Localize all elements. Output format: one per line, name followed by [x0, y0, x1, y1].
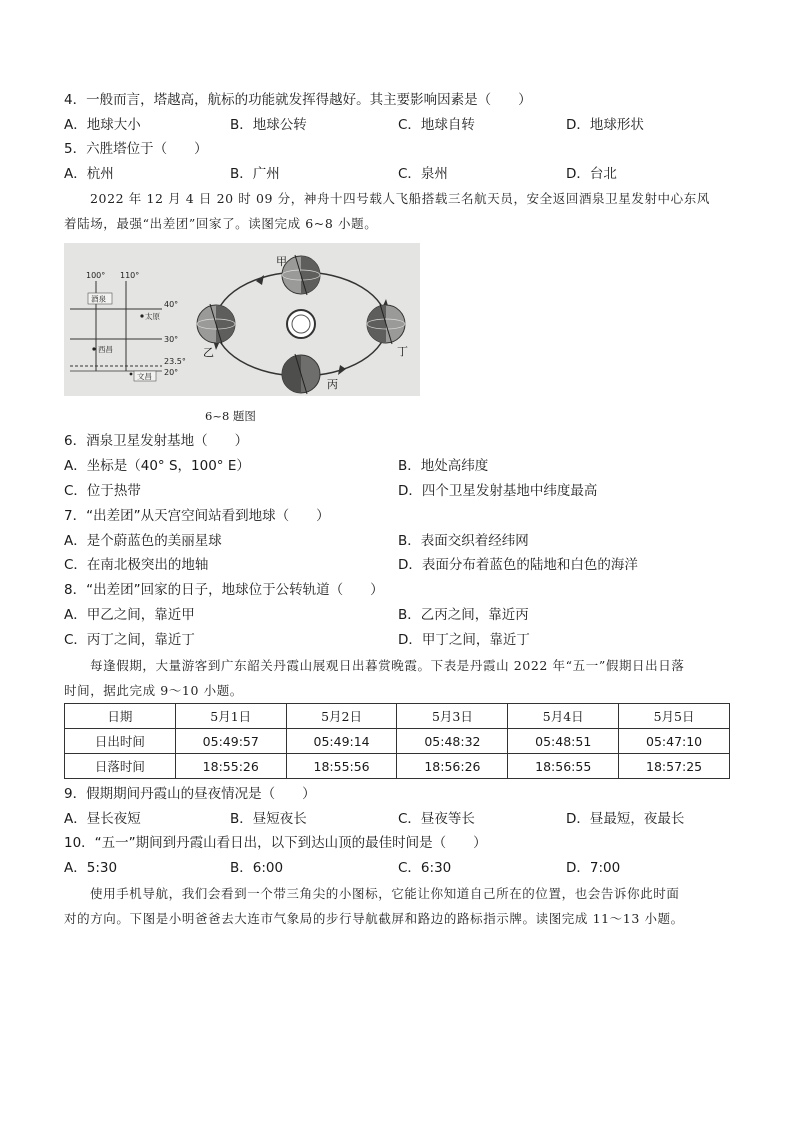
table-cell: 05:49:57	[175, 729, 286, 754]
q9-option-a[interactable]: A．昼长夜短	[64, 811, 141, 827]
passage3-line1: 使用手机导航，我们会看到一个带三角尖的小图标，它能让你知道自己所在的位置，也会告诉你此时面	[90, 886, 680, 901]
q6-option-a[interactable]: A．坐标是（40° S，100° E）	[64, 458, 250, 474]
q9-option-b[interactable]: B．昼短夜长	[230, 811, 307, 827]
q7-option-d[interactable]: D．表面分布着蓝色的陆地和白色的海洋	[398, 557, 638, 573]
orbit-diagram	[197, 255, 408, 394]
lat-label-23-5: 23.5°	[164, 357, 186, 366]
figure-caption: 6~8 题图	[205, 409, 256, 423]
q10-option-a[interactable]: A．5:30	[64, 860, 118, 876]
table-cell: 18:56:26	[397, 754, 508, 779]
orbit-label-yi: 乙	[203, 346, 214, 359]
table-row	[65, 754, 730, 779]
q7-option-c[interactable]: C．在南北极突出的地轴	[64, 557, 209, 573]
table-header-cell: 5月3日	[397, 704, 508, 729]
table-header-cell: 5月5日	[619, 704, 730, 729]
table-row	[65, 729, 730, 754]
lon-label-100: 100°	[86, 271, 106, 280]
table-cell: 18:57:25	[619, 754, 730, 779]
table-cell: 05:48:32	[397, 729, 508, 754]
q4-option-b[interactable]: B．地球公转	[230, 117, 307, 133]
table-cell: 05:47:10	[619, 729, 730, 754]
table-header-cell: 5月4日	[508, 704, 619, 729]
q5-option-b[interactable]: B．广州	[230, 166, 280, 182]
figure-6-8	[64, 243, 420, 396]
place-wenchang: 文昌	[137, 372, 152, 381]
lat-label-30: 30°	[164, 335, 179, 344]
q4-option-d[interactable]: D．地球形状	[566, 117, 644, 133]
q8-stem: 8．“出差团”回家的日子，地球位于公转轨道（ ）	[64, 582, 384, 598]
q9-stem: 9．假期期间丹霞山的昼夜情况是（ ）	[64, 786, 316, 802]
earth-bing	[282, 354, 320, 394]
passage1-line1: 2022 年 12 月 4 日 20 时 09 分，神舟十四号载人飞船搭载三名航天员，安全返回酒泉卫星发射中心东风	[90, 191, 710, 206]
earth-yi	[197, 304, 235, 344]
q8-option-a[interactable]: A．甲乙之间，靠近甲	[64, 607, 195, 623]
q8-option-d[interactable]: D．甲丁之间，靠近丁	[398, 632, 530, 648]
q6-option-b[interactable]: B．地处高纬度	[398, 458, 489, 474]
earth-ding	[367, 304, 405, 344]
lon-label-110: 110°	[120, 271, 140, 280]
table-cell: 05:48:51	[508, 729, 619, 754]
q6-stem: 6．酒泉卫星发射基地（ ）	[64, 433, 249, 449]
place-xichang: 西昌	[98, 345, 113, 354]
latitude-map	[70, 271, 186, 381]
q10-option-b[interactable]: B．6:00	[230, 860, 284, 876]
table-cell: 05:49:14	[286, 729, 397, 754]
q7-option-a[interactable]: A．是个蔚蓝色的美丽星球	[64, 533, 222, 549]
passage2-line2: 时间，据此完成 9～10 小题。	[64, 683, 243, 698]
orbit-label-bing: 丙	[327, 378, 338, 391]
q9-option-c[interactable]: C．昼夜等长	[398, 811, 475, 827]
q5-option-a[interactable]: A．杭州	[64, 166, 114, 182]
place-jiuquan: 酒泉	[91, 294, 106, 304]
q5-option-c[interactable]: C．泉州	[398, 166, 448, 182]
q5-stem: 5．六胜塔位于（ ）	[64, 141, 208, 157]
q6-option-d[interactable]: D．四个卫星发射基地中纬度最高	[398, 483, 598, 499]
table-header-cell: 5月2日	[286, 704, 397, 729]
q9-option-d[interactable]: D．昼最短，夜最长	[566, 811, 685, 827]
passage3-line2: 对的方向。下图是小明爸爸去大连市气象局的步行导航截屏和路边的路标指示牌。读图完成 11～13 小题。	[64, 911, 684, 926]
table-cell: 18:55:26	[175, 754, 286, 779]
table-header-cell: 日期	[65, 704, 176, 729]
table-cell: 18:56:55	[508, 754, 619, 779]
table-header-row	[65, 704, 730, 729]
figure-svg	[64, 243, 420, 396]
q10-option-c[interactable]: C．6:30	[398, 860, 452, 876]
lat-label-40: 40°	[164, 300, 179, 309]
sunrise-sunset-table	[64, 703, 730, 779]
q5-option-d[interactable]: D．台北	[566, 166, 617, 182]
q4-stem: 4．一般而言，塔越高，航标的功能就发挥得越好。其主要影响因素是（ ）	[64, 92, 532, 108]
q6-option-c[interactable]: C．位于热带	[64, 483, 141, 499]
table-header-cell: 5月1日	[175, 704, 286, 729]
q7-option-b[interactable]: B．表面交织着经纬网	[398, 533, 529, 549]
q10-option-d[interactable]: D．7:00	[566, 860, 621, 876]
table-cell: 日出时间	[65, 729, 176, 754]
table-cell: 日落时间	[65, 754, 176, 779]
table-cell: 18:55:56	[286, 754, 397, 779]
place-taiyuan: 太原	[145, 312, 160, 321]
orbit-label-jia: 甲	[276, 255, 287, 268]
q8-option-c[interactable]: C．丙丁之间，靠近丁	[64, 632, 195, 648]
q10-stem: 10．“五一”期间到丹霞山看日出，以下到达山顶的最佳时间是（ ）	[64, 835, 487, 851]
passage1-line2: 着陆场，最强“出差团”回家了。读图完成 6~8 小题。	[64, 216, 378, 231]
q4-option-c[interactable]: C．地球自转	[398, 117, 475, 133]
lat-label-20: 20°	[164, 368, 179, 377]
q4-option-a[interactable]: A．地球大小	[64, 117, 141, 133]
earth-jia	[282, 255, 320, 295]
q7-stem: 7．“出差团”从天宫空间站看到地球（ ）	[64, 508, 330, 524]
q8-option-b[interactable]: B．乙丙之间，靠近丙	[398, 607, 529, 623]
passage2-line1: 每逢假期，大量游客到广东韶关丹霞山展观日出暮赏晚霞。下表是丹霞山 2022 年“五一”假期日出日落	[90, 658, 685, 673]
orbit-label-ding: 丁	[397, 345, 408, 358]
